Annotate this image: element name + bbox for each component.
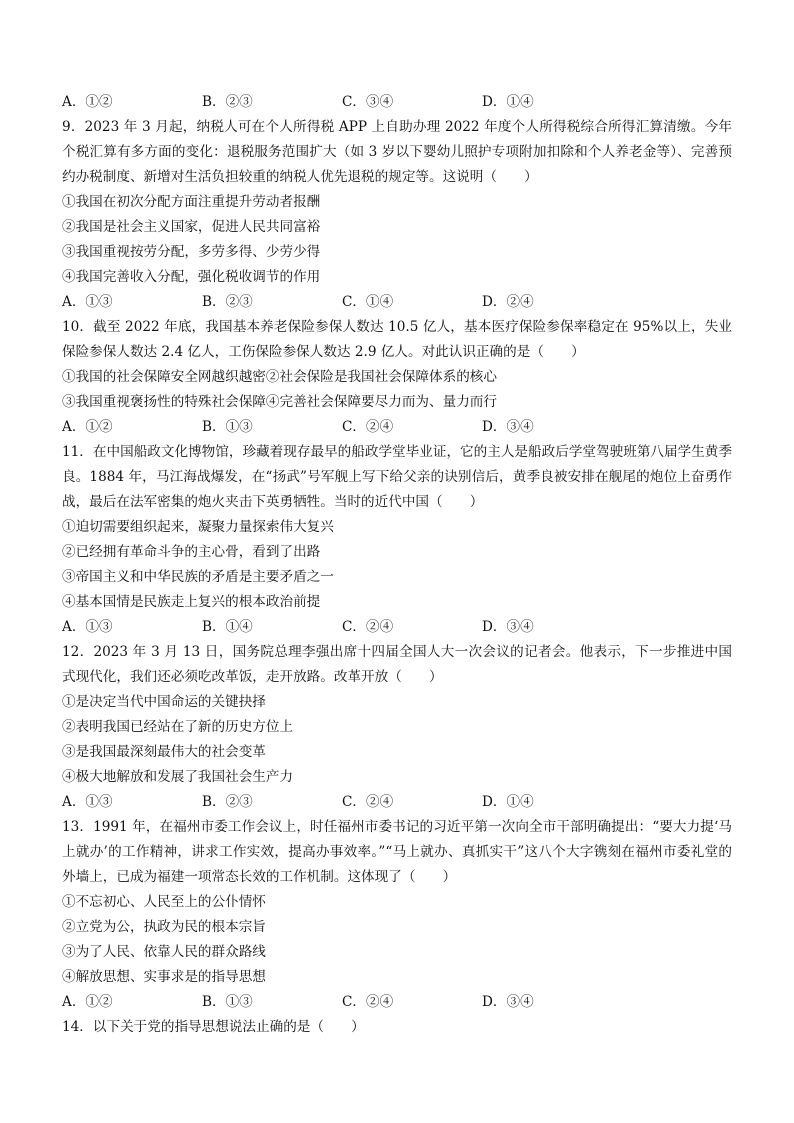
question-11 <box>62 440 732 640</box>
q12-item-2: ②表明我国已经站在了新的历史方位上 <box>62 719 294 735</box>
q10-option-b[interactable]: B．①③ <box>202 419 253 435</box>
q9-item-2: ②我国是社会主义国家，促进人民共同富裕 <box>62 219 321 235</box>
q12-options <box>62 790 732 815</box>
q10-option-d[interactable]: D．③④ <box>482 419 534 435</box>
q11-item-4: ④基本国情是民族走上复兴的根本政治前提 <box>62 594 321 610</box>
q11-item-2: ②已经拥有革命斗争的主心骨，看到了出路 <box>62 544 321 560</box>
q9-stem: 9．2023 年 3 月起，纳税人可在个人所得税 APP 上自助办理 2022 年度个人所得税综合所得汇算清缴。今年个税汇算有多方面的变化：退税服务范围扩大（如 3 岁以下婴幼儿照护专项附加扣除和个人养老金等）、完善预约办税制度、新增对生活负担较重的纳税人优先退税的规定等。这说明（ ） <box>62 119 732 185</box>
q9-option-d[interactable]: D．②④ <box>482 294 534 310</box>
q9-option-c[interactable]: C．①④ <box>342 294 394 310</box>
q13-item-3: ③为了人民、依靠人民的群众路线 <box>62 944 266 960</box>
q12-stem: 12．2023 年 3 月 13 日，国务院总理李强出席十四届全国人大一次会议的记者会。他表示，下一步推进中国式现代化，我们还必须吃改革饭，走开放路。改革开放（ ） <box>62 644 732 685</box>
q9-item-1: ①我国在初次分配方面注重提升劳动者报酬 <box>62 194 321 210</box>
q9-option-b[interactable]: B．②③ <box>202 294 253 310</box>
q8-option-a[interactable]: A．①② <box>62 94 113 110</box>
q13-item-4: ④解放思想、实事求是的指导思想 <box>62 969 266 985</box>
q9-item-3: ③我国重视按劳分配，多劳多得、少劳少得 <box>62 244 321 260</box>
q11-option-d[interactable]: D．③④ <box>482 619 534 635</box>
q9-option-a[interactable]: A．①③ <box>62 294 113 310</box>
q14-stem: 14．以下关于党的指导思想说法止确的是（ ） <box>62 1019 365 1035</box>
q12-item-3: ③是我国最深刻最伟大的社会变革 <box>62 744 266 760</box>
q10-option-a[interactable]: A．①② <box>62 419 113 435</box>
q13-options <box>62 990 732 1015</box>
q12-option-a[interactable]: A．①③ <box>62 794 113 810</box>
q12-item-4: ④极大地解放和发展了我国社会生产力 <box>62 769 294 785</box>
question-10 <box>62 315 732 440</box>
q9-item-4: ④我国完善收入分配，强化税收调节的作用 <box>62 269 321 285</box>
q12-item-1: ①是决定当代中国命运的关键抉择 <box>62 694 266 710</box>
q11-option-a[interactable]: A．①③ <box>62 619 113 635</box>
q8-options <box>62 90 732 115</box>
question-12 <box>62 640 732 815</box>
q12-option-b[interactable]: B．②③ <box>202 794 253 810</box>
q10-item-1: ①我国的社会保障安全网越织越密②社会保险是我国社会保障体系的核心 <box>62 369 497 385</box>
q13-option-b[interactable]: B．①③ <box>202 994 253 1010</box>
q13-item-2: ②立党为公，执政为民的根本宗旨 <box>62 919 266 935</box>
q10-item-2: ③我国重视褒扬性的特殊社会保障④完善社会保障要尽力而为、量力而行 <box>62 394 497 410</box>
q13-option-c[interactable]: C．②④ <box>342 994 394 1010</box>
q8-option-c[interactable]: C．③④ <box>342 94 394 110</box>
q11-options <box>62 615 732 640</box>
q11-item-1: ①迫切需要组织起来，凝聚力量探索伟大复兴 <box>62 519 334 535</box>
q9-options <box>62 290 732 315</box>
q10-stem: 10．截至 2022 年底，我国基本养老保险参保人数达 10.5 亿人，基本医疗保险参保率稳定在 95%以上，失业保险参保人数达 2.4 亿人，工伤保险参保人数达 2.9 亿人。对此认识正确的是（ ） <box>62 319 732 360</box>
q10-option-c[interactable]: C．②④ <box>342 419 394 435</box>
q8-option-d[interactable]: D．①④ <box>482 94 534 110</box>
question-9 <box>62 115 732 315</box>
q13-option-a[interactable]: A．①② <box>62 994 113 1010</box>
q12-option-c[interactable]: C．②④ <box>342 794 394 810</box>
question-14 <box>62 1015 732 1040</box>
q13-option-d[interactable]: D．③④ <box>482 994 534 1010</box>
q13-stem: 13．1991 年，在福州市委工作会议上，时任福州市委书记的习近平第一次向全市干部明确提出：“要大力提‘马上就办’的工作精神，讲求工作实效，提高办事效率。”“马上就办、真抓实干”这八个大字镌刻在福州市委礼堂的外墙上，已成为福建一项常态长效的工作机制。这体现了（ ） <box>62 819 732 885</box>
q8-option-b[interactable]: B．②③ <box>202 94 253 110</box>
q11-option-b[interactable]: B．①④ <box>202 619 253 635</box>
q10-options <box>62 415 732 440</box>
question-13 <box>62 815 732 1015</box>
q11-item-3: ③帝国主义和中华民族的矛盾是主要矛盾之一 <box>62 569 334 585</box>
q12-option-d[interactable]: D．①④ <box>482 794 534 810</box>
q11-stem: 11．在中国船政文化博物馆，珍藏着现存最早的船政学堂毕业证，它的主人是船政后学堂驾驶班第八届学生黄季良。1884 年，马江海战爆发，在“扬武”号军舰上写下给父亲的诀别信后，黄季良被安排在舰尾的炮位上奋勇作战，最后在法军密集的炮火夹击下英勇牺牲。当时的近代中国（ ） <box>62 444 732 510</box>
q11-option-c[interactable]: C．②④ <box>342 619 394 635</box>
q13-item-1: ①不忘初心、人民至上的公仆情怀 <box>62 894 266 910</box>
